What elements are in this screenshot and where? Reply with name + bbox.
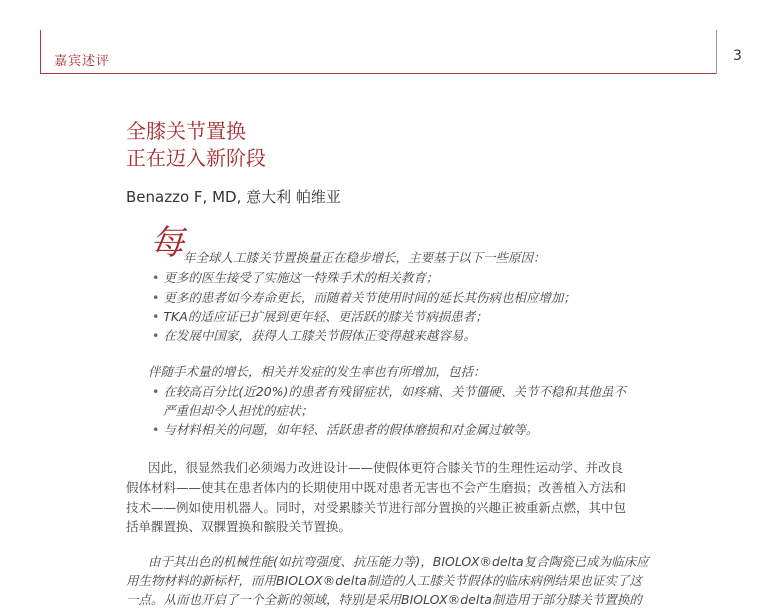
header-rule (40, 73, 717, 74)
list-item-text: 在较高百分比(近20%)的患者有残留症状，如疼痛、关节僵硬、关节不稳和其他虽不 (163, 384, 626, 399)
paragraph-3-line: 技术——例如使用机器人。同时，对受累膝关节进行部分置换的兴趣正被重新点燃，其中包 (126, 500, 627, 515)
title-line-2: 正在迈入新阶段 (126, 146, 266, 170)
list-item-text: 与材料相关的问题，如年轻、活跃患者的假体磨损和对金属过敏等。 (163, 422, 539, 437)
title-line-1: 全膝关节置换 (126, 119, 246, 143)
list-item-text: 更多的患者如今寿命更长，而随着关节使用时间的延长其伤病也相应增加； (163, 290, 576, 305)
header-rule-right (716, 30, 717, 74)
section-label: 嘉宾述评 (54, 54, 111, 69)
paragraph-4-line: 用生物材料的新标杆，而用BIOLOX®delta制造的人工膝关节假体的临床病例结果也证实了这 (126, 573, 642, 588)
paragraph-1-first-line: 年全球人工膝关节置换量正在稳步增长，主要基于以下一些原因： (183, 250, 546, 265)
page-number: 3 (733, 48, 742, 64)
paragraph-3-line: 括单髁置换、双髁置换和髌股关节置换。 (126, 519, 352, 534)
header-rule-left (40, 30, 41, 74)
list-item-continuation: 严重但却令人担忧的症状； (163, 403, 314, 418)
list-item (152, 268, 438, 286)
paragraph-2-intro: 伴随手术量的增长，相关并发症的发生率也有所增加，包括： (148, 364, 486, 379)
paragraph-3-line: 因此，很显然我们必须竭力改进设计——使假体更符合膝关节的生理性运动学、并改良 (148, 460, 624, 475)
list-item (152, 326, 476, 344)
list-item (152, 382, 626, 400)
list-item (152, 288, 576, 306)
drop-cap: 每 (150, 223, 184, 263)
list-item-text: 更多的医生接受了实施这一特殊手术的相关教育； (163, 270, 439, 285)
list-item (152, 420, 538, 438)
paragraph-4-line: 由于其出色的机械性能(如抗弯强度、抗压能力等)，BIOLOX®delta复合陶瓷已成为临床应 (148, 554, 649, 569)
author-line: Benazzo F, MD, 意大利 帕维亚 (126, 188, 341, 206)
list-item (152, 307, 488, 325)
list-item-text: 在发展中国家，获得人工膝关节假体正变得越来越容易。 (163, 328, 476, 343)
paragraph-3-line: 假体材料——使其在患者体内的长期使用中既对患者无害也不会产生磨损；改善植入方法和 (126, 480, 627, 495)
list-item-text: TKA的适应证已扩展到更年轻、更活跃的膝关节病损患者； (163, 309, 488, 324)
article-title (126, 118, 266, 172)
paragraph-4-line: 一点。从而也开启了一个全新的领域，特别是采用BIOLOX®delta制造用于部分膝关节置换的 (126, 592, 642, 607)
